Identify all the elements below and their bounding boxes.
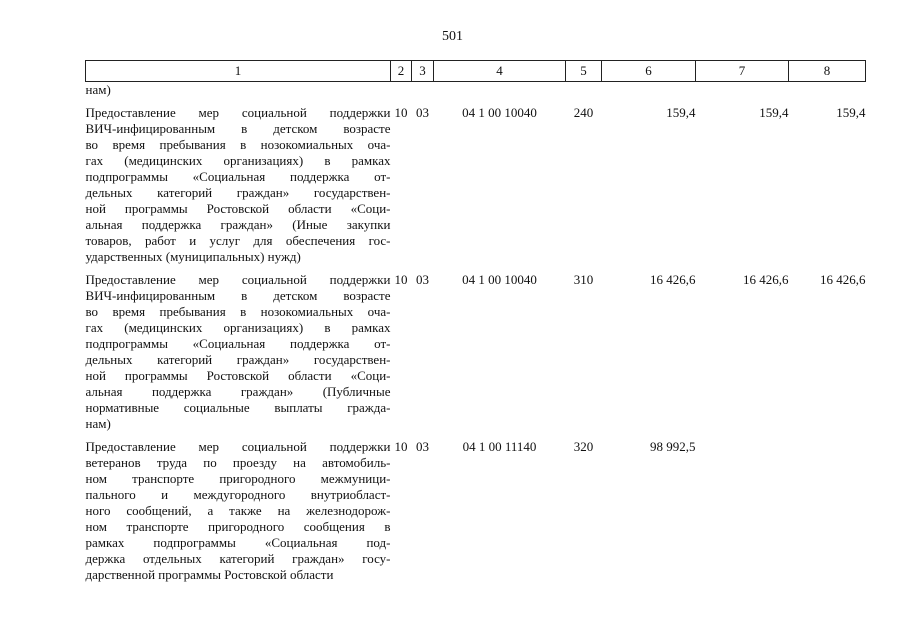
header-row: [86, 61, 866, 82]
row-expense-type: 320: [573, 439, 594, 454]
header-col-4: 4: [434, 61, 566, 82]
table-row: [86, 432, 866, 583]
table-row: [86, 265, 866, 432]
header-col-5: 5: [566, 61, 602, 82]
row-target-article: 04 1 00 10040: [462, 272, 537, 287]
row-amount-2: 159,4: [759, 105, 789, 120]
description-line: рамках подпрограммы «Социальная под-: [85, 535, 391, 550]
continuation-row: [86, 82, 866, 99]
row-amount-1: 16 426,6: [650, 272, 696, 287]
row-target-article: 04 1 00 11140: [462, 439, 537, 454]
description-line: ВИЧ-инфицированным в детском возрасте: [85, 288, 391, 303]
page-number: 501: [442, 29, 463, 44]
description-line: альная поддержка граждан» (Иные закупки: [85, 217, 391, 232]
description-line: альная поддержка граждан» (Публичные: [85, 384, 391, 399]
description-line: подпрограммы «Социальная поддержка от-: [85, 169, 391, 184]
header-col-3: 3: [412, 61, 434, 82]
table-body: [86, 82, 866, 584]
row-description: [86, 98, 391, 265]
description-line: Предоставление мер социальной поддержки: [85, 272, 391, 287]
description-line: ном транспорте пригородного межмуници-: [85, 471, 391, 486]
header-col-6: 6: [602, 61, 696, 82]
row-amount-3: [789, 432, 866, 583]
row-subsection: 03: [416, 439, 429, 454]
row-amount-2: 16 426,6: [743, 272, 789, 287]
row-section: 10: [394, 272, 408, 287]
description-line: ветеранов труда по проезду на автомобиль-: [85, 455, 391, 470]
header-col-2: 2: [391, 61, 412, 82]
row-expense-type: 310: [573, 272, 594, 287]
row-section: 10: [394, 105, 408, 120]
header-col-1: 1: [86, 61, 391, 82]
description-line: держка отдельных категорий граждан» госу-: [85, 551, 391, 566]
description-line: гах (медицинских организациях) в рамках: [85, 153, 391, 168]
budget-table: [85, 60, 866, 583]
description-line: ной программы Ростовской области «Соци-: [85, 201, 391, 216]
row-target-article: 04 1 00 10040: [462, 105, 537, 120]
row-subsection: 03: [416, 105, 429, 120]
header-col-7: 7: [696, 61, 789, 82]
table-header: [86, 61, 866, 82]
row-amount-3: 16 426,6: [820, 272, 866, 287]
row-amount-1: 98 992,5: [650, 439, 696, 454]
table-row: [86, 98, 866, 265]
row-amount-3: 159,4: [836, 105, 866, 120]
row-expense-type: 240: [573, 105, 594, 120]
description-line: ном транспорте пригородного сообщения в: [85, 519, 391, 534]
description-line: Предоставление мер социальной поддержки: [85, 439, 391, 454]
description-line: нормативные социальные выплаты гражда-: [85, 400, 391, 415]
description-line: товаров, работ и услуг для обеспечения гос-: [85, 233, 391, 248]
description-line: пального и междугородного внутриобласт-: [85, 487, 391, 502]
description-line: Предоставление мер социальной поддержки: [85, 105, 391, 120]
description-line: дарственной программы Ростовской области: [85, 567, 334, 582]
description-line: ударственных (муниципальных) нужд): [85, 249, 301, 264]
description-line: гах (медицинских организациях) в рамках: [85, 320, 391, 335]
header-col-8: 8: [789, 61, 866, 82]
description-line: подпрограммы «Социальная поддержка от-: [85, 336, 391, 351]
continuation-text: нам): [85, 82, 111, 97]
row-description: [86, 265, 391, 432]
description-line: дельных категорий граждан» государствен-: [85, 352, 391, 367]
row-amount-2: [696, 432, 789, 583]
description-line: ВИЧ-инфицированным в детском возрасте: [85, 121, 391, 136]
description-line: ной программы Ростовской области «Соци-: [85, 368, 391, 383]
description-line: дельных категорий граждан» государствен-: [85, 185, 391, 200]
row-subsection: 03: [416, 272, 429, 287]
row-amount-1: 159,4: [666, 105, 696, 120]
description-line: во время пребывания в нозокомиальных оча-: [85, 137, 391, 152]
row-description: [86, 432, 391, 583]
description-line: ного сообщений, а также на железнодорож-: [85, 503, 391, 518]
description-line: во время пребывания в нозокомиальных оча-: [85, 304, 391, 319]
description-line: нам): [85, 416, 111, 431]
row-section: 10: [394, 439, 408, 454]
